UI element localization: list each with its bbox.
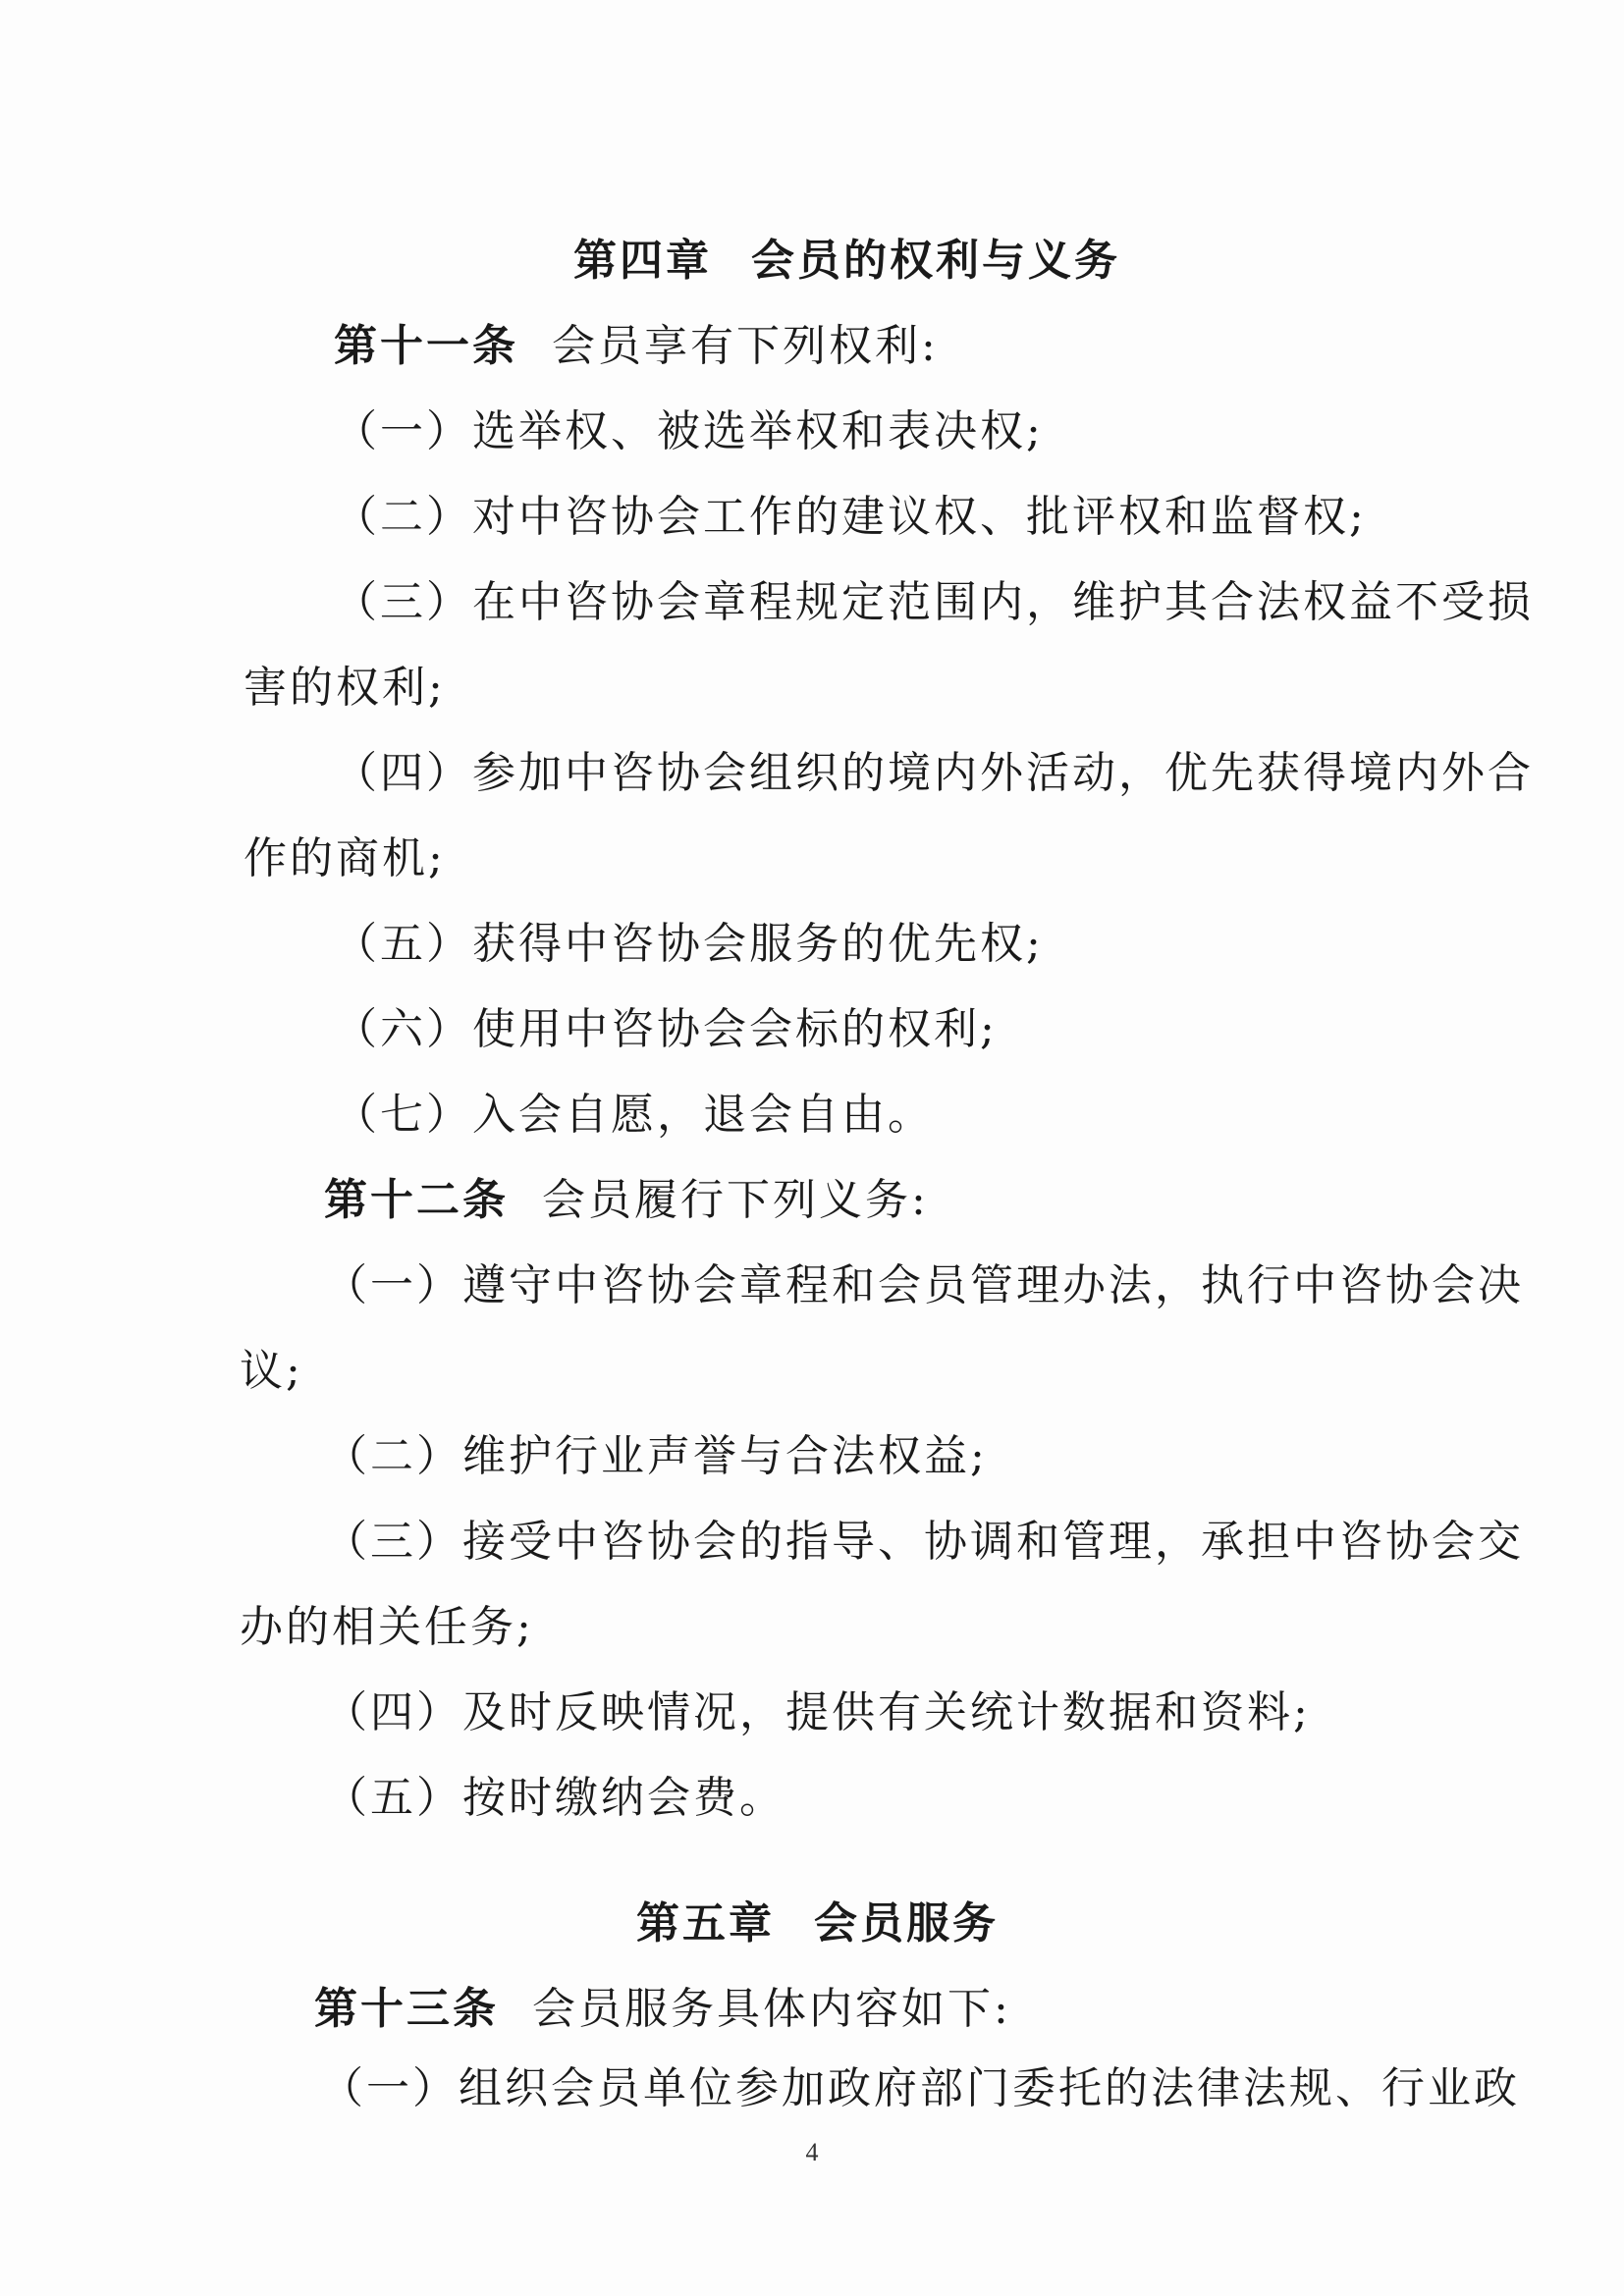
- article-12-heading: [324, 1173, 929, 1228]
- article-13-text: 会员服务具体内容如下:: [532, 1984, 1011, 2034]
- article-13-heading: [314, 1982, 1011, 2037]
- article-11-item-7: （七）入会自愿，退会自由。: [334, 1090, 934, 1140]
- article-12-number: 第十二条: [324, 1175, 509, 1225]
- article-11-item-4: （四）参加中咨协会组织的境内外活动，优先获得境内外合: [334, 748, 1534, 798]
- page-number: 4: [805, 2138, 819, 2166]
- article-12-item-4: （四）及时反映情况，提供有关统计数据和资料;: [324, 1687, 1311, 1737]
- chapter-5-heading: [636, 1896, 999, 1951]
- article-11-item-1: （一）选举权、被选举权和表决权;: [334, 406, 1044, 456]
- article-11-item-2: （二）对中咨协会工作的建议权、批评权和监督权;: [334, 492, 1367, 542]
- article-11-heading: [334, 319, 939, 374]
- chapter-5-title: 会员服务: [814, 1898, 999, 1949]
- article-11-item-5: （五）获得中咨协会服务的优先权;: [334, 919, 1044, 969]
- article-11-item-3: （三）在中咨协会章程规定范围内，维护其合法权益不受损: [334, 577, 1534, 627]
- article-12-item-3: （三）接受中咨协会的指导、协调和管理，承担中咨协会交: [324, 1517, 1524, 1567]
- article-11-item-4-cont: 作的商机;: [244, 833, 446, 883]
- article-13-item-1: （一）组织会员单位参加政府部门委托的法律法规、行业政: [320, 2063, 1520, 2113]
- article-11-item-3-cont: 害的权利;: [244, 663, 446, 713]
- chapter-5-number: 第五章: [636, 1898, 775, 1949]
- article-12-text: 会员履行下列义务:: [542, 1175, 929, 1225]
- article-12-item-5: （五）按时缴纳会费。: [324, 1773, 785, 1823]
- article-11-item-6: （六）使用中咨协会会标的权利;: [334, 1004, 998, 1054]
- chapter-4-number: 第四章: [573, 236, 712, 286]
- article-12-item-3-cont: 办的相关任务;: [240, 1602, 534, 1652]
- article-13-number: 第十三条: [314, 1984, 499, 2034]
- article-12-item-2: （二）维护行业声誉与合法权益;: [324, 1431, 988, 1481]
- chapter-4-heading: [573, 234, 1120, 289]
- article-11-text: 会员享有下列权利:: [552, 321, 939, 371]
- article-11-number: 第十一条: [334, 321, 518, 371]
- article-12-item-1-cont: 议;: [240, 1346, 303, 1396]
- chapter-4-title: 会员的权利与义务: [751, 236, 1120, 286]
- article-12-item-1: （一）遵守中咨协会章程和会员管理办法，执行中咨协会决: [324, 1260, 1524, 1310]
